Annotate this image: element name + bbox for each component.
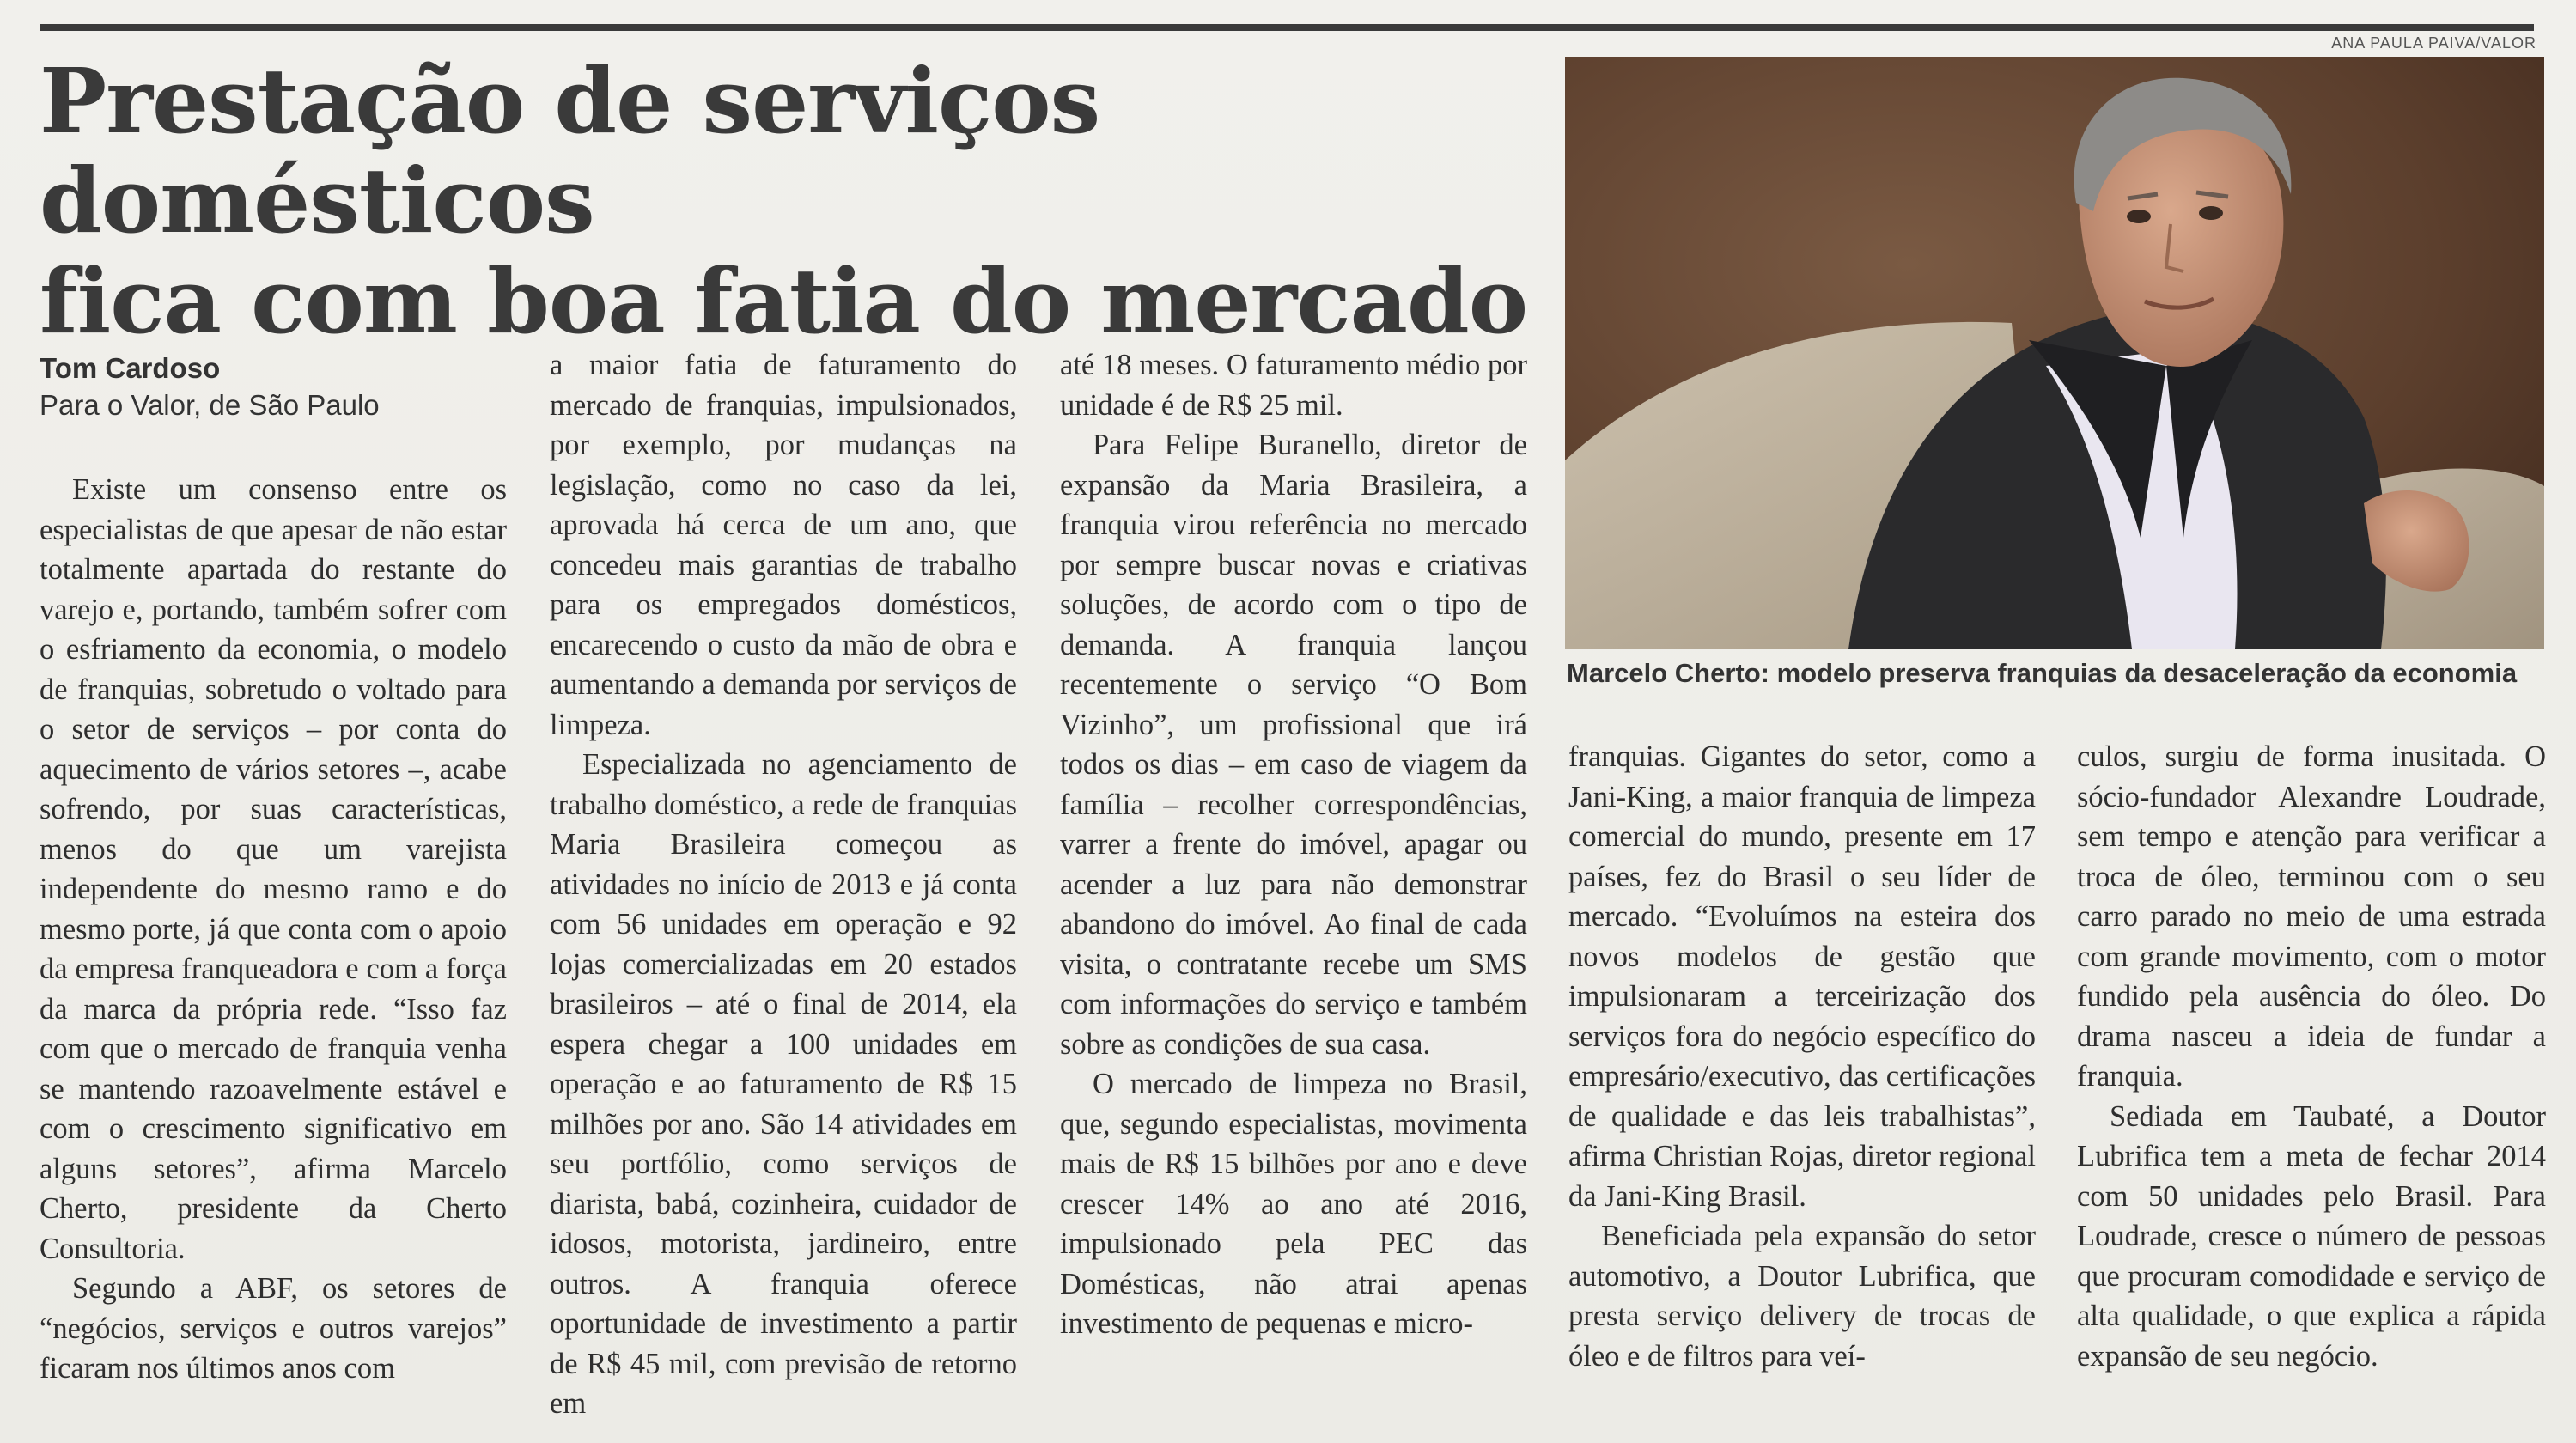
byline [40, 350, 521, 424]
paragraph-continued: franquias. Gigantes do setor, como a Jani-King, a maior franquia de limpeza comercial do mundo, presente em 17 países, fez do Brasil o seu líder de mercado. “Evoluímos na esteira dos novos modelos de gestão que impulsionaram a terceirização dos serviços fora do negócio específico do empresário/executivo, das certificações de qualidade e das leis trabalhistas”, afirma Christian Rojas, diretor regional da Jani-King Brasil. [1568, 740, 2036, 1213]
headline [40, 48, 1543, 354]
paragraph: O mercado de limpeza no Brasil, que, segundo especialistas, movimenta mais de R$ 15 bilhões por ano e deve crescer 14% ao ano até 2016, impulsionado pela PEC das Domésticas, não atrai apenas investimento de pequenas e micro- [1060, 1068, 1527, 1340]
top-rule [40, 24, 2534, 31]
author-name: Tom Cardoso [40, 352, 221, 384]
article-column-5 [2077, 737, 2546, 1376]
paragraph-continued: a maior fatia de faturamento do mercado de franquias, impulsionados, por exemplo, por mudanças na legislação, como no caso da lei, aprovada há cerca de um ano, que concedeu mais garantias de trabalho para os empregados domésticos, encarecendo o custo da mão de obra e aumentando a demanda por serviços de limpeza. [550, 349, 1017, 741]
article-column-1 [40, 470, 507, 1389]
paragraph: Beneficiada pela expansão do setor automotivo, a Doutor Lubrifica, que presta serviço delivery de trocas de óleo e de filtros para veí- [1568, 1220, 2036, 1373]
paragraph-continued: até 18 meses. O faturamento médio por unidade é de R$ 25 mil. [1060, 349, 1527, 422]
paragraph: Especializada no agenciamento de trabalho doméstico, a rede de franquias Maria Brasileira começou as atividades no início de 2013 e já conta com 56 unidades em operação e 92 lojas comercializadas em 20 estados brasileiros – até o final de 2014, ela espera chegar a 100 unidades em operação e ao faturamento de R$ 15 milhões por ano. São 14 atividades em seu portfólio, como serviços de diarista, babá, cozinheira, cuidador de idosos, motorista, jardineiro, entre outros. A franquia oferece oportunidade de investimento a partir de R$ 45 mil, com previsão de retorno em [550, 748, 1017, 1420]
paragraph-continued: culos, surgiu de forma inusitada. O sócio-fundador Alexandre Loudrade, sem tempo e atenção para verificar a troca de óleo, terminou com o seu carro parado no meio de uma estrada com grande movimento, com o motor fundido pela ausência do óleo. Do drama nasceu a ideia de fundar a franquia. [2077, 740, 2546, 1093]
photo-credit: ANA PAULA PAIVA/VALOR [2331, 34, 2536, 52]
paragraph: Segundo a ABF, os setores de “negócios, serviços e outros varejos” ficaram nos últimos anos com [40, 1272, 507, 1385]
headline-line-1: Prestação de serviços domésticos [40, 48, 1100, 254]
paragraph: Sediada em Taubaté, a Doutor Lubrifica tem a meta de fechar 2014 com 50 unidades pelo Brasil. Para Loudrade, cresce o número de pessoas que procuram comodidade e serviço de alta qualidade, o que explica a rápida expansão de seu negócio. [2077, 1099, 2546, 1373]
portrait-illustration [1565, 57, 2544, 649]
article-column-3 [1060, 345, 1527, 1344]
article-column-2 [550, 345, 1017, 1424]
article-column-4 [1568, 737, 2036, 1376]
headline-line-2: fica com boa fatia do mercado [40, 247, 1528, 354]
photo-caption: Marcelo Cherto: modelo preserva franquias da desaceleração da economia [1567, 658, 2518, 688]
paragraph: Existe um consenso entre os especialistas de que apesar de não estar totalmente apartada do restante do varejo e, portando, também sofrer com o esfriamento da economia, o modelo de franquias, sobretudo o voltado para o setor de serviços – por conta do aquecimento de vários setores –, acabe sofrendo, por suas características, menos do que um varejista independente do mesmo ramo e do mesmo porte, já que conta com o apoio da empresa franqueadora e com a força da marca da própria rede. “Isso faz com que o mercado de franquia venha se mantendo razoavelmente estável e com o crescimento significativo em alguns setores”, afirma Marcelo Cherto, presidente da Cherto Consultoria. [40, 473, 507, 1265]
portrait-photo [1565, 57, 2544, 649]
author-source: Para o Valor, de São Paulo [40, 388, 380, 421]
paragraph: Para Felipe Buranello, diretor de expansão da Maria Brasileira, a franquia virou referência no mercado por sempre buscar novas e criativas soluções, de acordo com o tipo de demanda. A franquia lançou recentemente o serviço “O Bom Vizinho”, um profissional que irá todos os dias – em caso de viagem da família – recolher correspondências, varrer a frente do imóvel, apagar ou acender a luz para não demonstrar abandono do imóvel. Ao final de cada visita, o contratante recebe um SMS com informações do serviço e também sobre as condições de sua casa. [1060, 429, 1527, 1061]
